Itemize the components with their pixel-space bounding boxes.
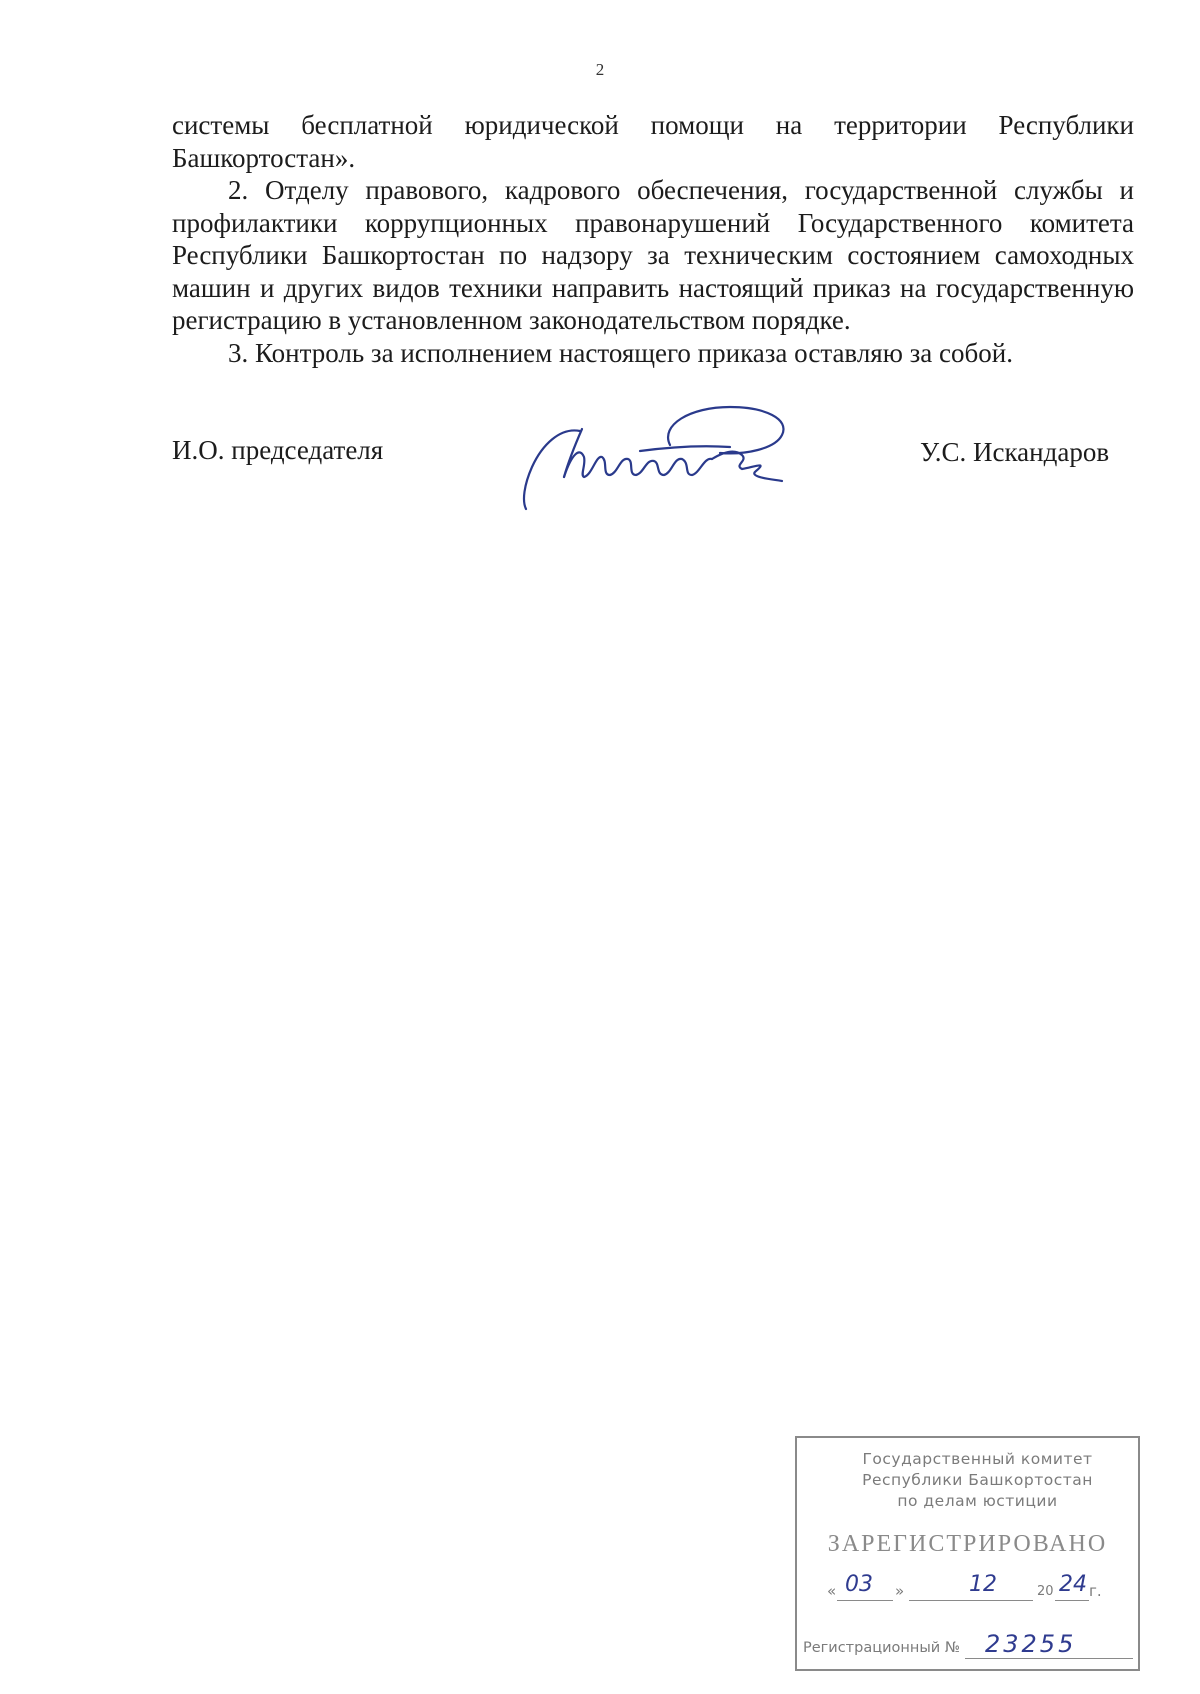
stamp-registered-label: ЗАРЕГИСТРИРОВАНО xyxy=(827,1531,1108,1557)
stamp-issuer-line-2: Республики Башкортостан xyxy=(862,1471,1093,1489)
registration-stamp xyxy=(795,1436,1140,1671)
stamp-number-underline xyxy=(965,1658,1133,1659)
stamp-day-underline xyxy=(837,1600,893,1601)
stamp-registration-number: 23255 xyxy=(985,1630,1077,1658)
stamp-year-prefix: 20 xyxy=(1037,1584,1054,1599)
stamp-month: 12 xyxy=(969,1572,997,1597)
stamp-year-underline xyxy=(1055,1600,1089,1601)
stamp-issuer-line-1: Государственный комитет xyxy=(862,1450,1093,1468)
document-body xyxy=(172,109,1134,369)
stamp-year-unit: г. xyxy=(1089,1582,1102,1600)
stamp-quote-open: « xyxy=(827,1582,837,1600)
stamp-number-row xyxy=(803,1630,1133,1662)
page-number: 2 xyxy=(595,60,605,79)
stamp-year-digits: 24 xyxy=(1059,1572,1087,1597)
stamp-day: 03 xyxy=(845,1572,873,1597)
handwritten-signature-icon xyxy=(520,405,840,520)
signatory-title: И.О. председателя xyxy=(172,435,384,465)
signatory-name: У.С. Искандаров xyxy=(920,437,1110,467)
stamp-month-underline xyxy=(909,1600,1033,1601)
stamp-number-label: Регистрационный № xyxy=(803,1640,960,1656)
paragraph-continuation: системы бесплатной юридической помощи на территории Республики Башкортостан». xyxy=(172,110,1134,173)
paragraph-item-2: 2. Отделу правового, кадрового обеспечения, государственной службы и профилактики коррупционных правонарушений Государственного комитета Республики Башкортостан по надзору за техническим состоянием самоходных машин и других видов техники направить настоящий приказ на государственную регистрацию в установленном законодательством порядке. xyxy=(172,175,1134,335)
stamp-quote-close: » xyxy=(895,1582,905,1600)
stamp-date-row xyxy=(827,1572,1132,1604)
stamp-issuer-line-3: по делам юстиции xyxy=(897,1492,1058,1510)
paragraph-item-3: 3. Контроль за исполнением настоящего приказа оставляю за собой. xyxy=(228,337,1013,368)
